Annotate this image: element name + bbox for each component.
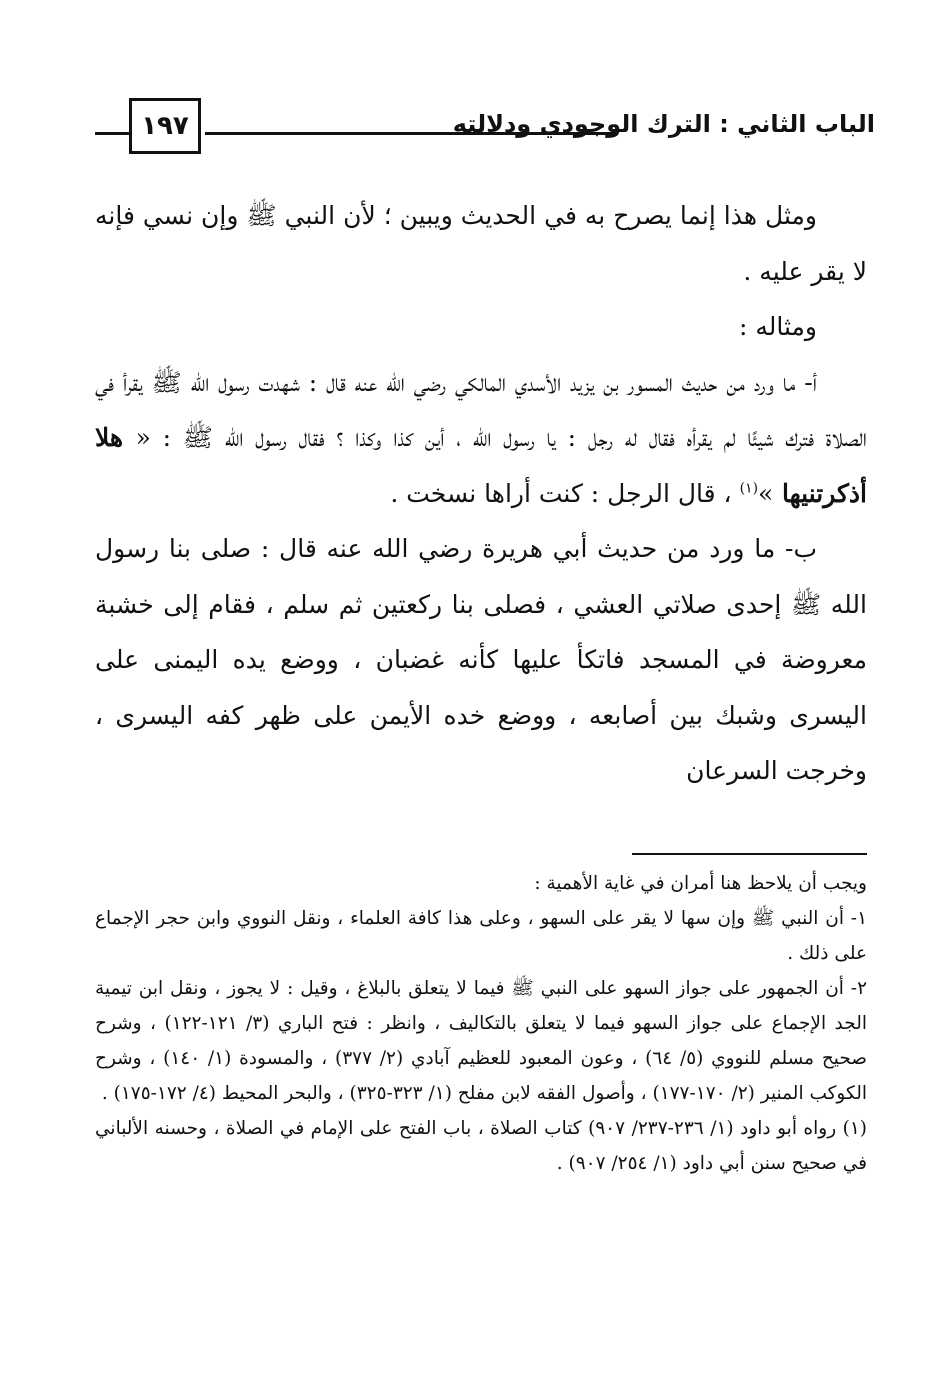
- paragraph-3-text-b: »: [758, 478, 774, 508]
- paragraph-1: ومثل هذا إنما يصرح به في الحديث ويبين ؛ لأن النبي ﷺ وإن نسي فإنه لا يقر عليه .: [95, 201, 867, 286]
- footnotes: [95, 866, 867, 1181]
- body-text: [95, 188, 867, 799]
- paragraph-4: ب- ما ورد من حديث أبي هريرة رضي الله عنه قال : صلى بنا رسول الله ﷺ إحدى صلاتي العشي ، فصلى بنا ركعتين ثم سلم ، فقام إلى خشبة معروضة في المسجد فاتكأ عليها كأنه غضبان ، ووضع يده اليمنى على اليسرى وشبك بين أصابعه ، ووضع خده الأيمن على ظهر كفه اليسرى ، وخرجت السرعان: [95, 534, 867, 785]
- footnote-1: (١) رواه أبو داود (١/ ٢٣٦-٢٣٧/ ٩٠٧) كتاب الصلاة ، باب الفتح على الإمام في الصلاة ، وحسنه الألباني في صحيح سنن أبي داود (١/ ٢٥٤/ ٩٠٧) .: [95, 1118, 867, 1174]
- footnote-intro: ويجب أن يلاحظ هنا أمران في غاية الأهمية :: [534, 873, 867, 894]
- paragraph-2: ومثاله :: [738, 312, 817, 341]
- chapter-title: الباب الثاني : الترك الوجودي ودلالته: [452, 110, 875, 138]
- footnote-separator: [632, 853, 867, 855]
- footnote-point-2: ٢- أن الجمهور على جواز السهو على النبي ﷺ فيما لا يتعلق بالبلاغ ، وقيل : لا يجوز ، ونقل ابن تيمية الجد الإجماع على جواز السهو فيما لا يتعلق بالتكاليف ، وانظر : فتح الباري (٣/ ١٢١-١٢٢) ، وشرح صحيح مسلم للنووي (٥/ ٦٤) ، وعون المعبود للعظيم آبادي (٢/ ٣٧٧) ، والمسودة (١/ ١٤٠) ، وشرح الكوكب المنير (٢/ ١٧٠-١٧٧) ، وأصول الفقه لابن مفلح (١/ ٣٢٣-٣٢٥) ، والبحر المحيط (٤/ ١٧٢-١٧٥) .: [95, 978, 868, 1104]
- paragraph-3-text-c: ، قال الرجل : كنت أراها نسخت .: [390, 478, 740, 508]
- header-rule-left: [95, 132, 129, 135]
- page-header: [95, 98, 875, 158]
- paragraph-3-text-a: أ- ما ورد من حديث المسور بن يزيد الأسدي المالكي رضي الله عنه قال : شهدت رسول الله ﷺ يقرأ في الصلاة فترك شيئًا لم يقرأه فقال له رجل : يا رسول الله ، أين كذا وكذا ؟ فقال رسول الله ﷺ : «: [95, 367, 867, 452]
- footnote-point-1: ١- أن النبي ﷺ وإن سها لا يقر على السهو ، وعلى هذا كافة العلماء ، ونقل النووي وابن حجر الإجماع على ذلك .: [95, 908, 867, 964]
- page-number: ١٩٧: [129, 98, 201, 154]
- footnote-reference-1[interactable]: (١): [739, 480, 759, 497]
- paragraph-3: [95, 355, 867, 522]
- quoted-hadith-phrase: هلا أذكرتنيها: [95, 423, 867, 508]
